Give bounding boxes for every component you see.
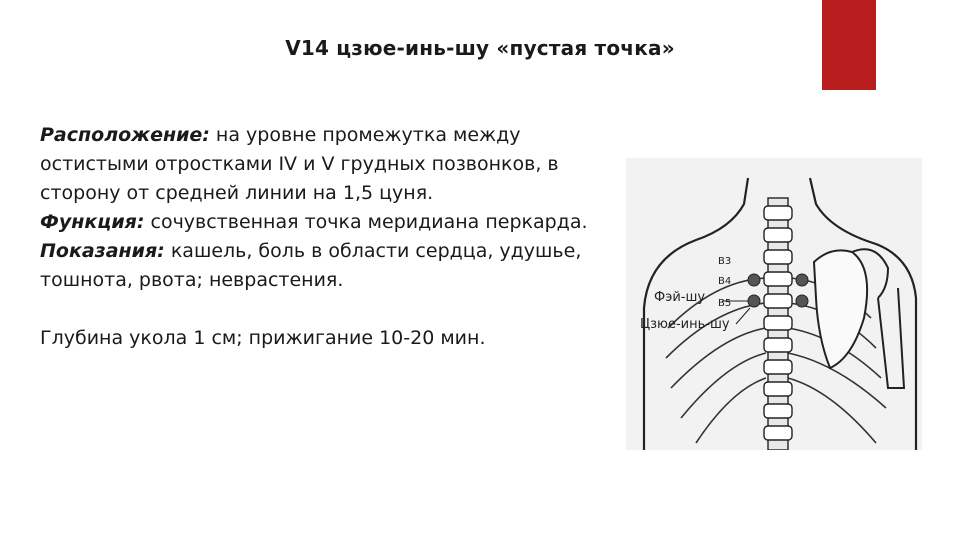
location-paragraph — [40, 121, 630, 208]
body-text — [40, 121, 630, 353]
slide-title: V14 цзюе-инь-шу «пустая точка» — [285, 36, 675, 60]
point-label-fei-shu: Фэй-шу — [654, 290, 706, 305]
vertebra-label-b5: B5 — [718, 298, 732, 309]
indications-label: Показания: — [40, 240, 165, 262]
vertebra-label-b3: B3 — [718, 256, 732, 267]
point-label-jue-yin-shu: Цзюе-инь-шу — [640, 317, 730, 332]
function-text: сочувственная точка меридиана перкарда. — [144, 211, 588, 233]
indications-text: кашель, боль в области сердца, удушье, тошнота, рвота; неврастения. — [40, 240, 582, 291]
function-paragraph — [40, 208, 630, 237]
location-label: Расположение: — [40, 124, 210, 146]
depth-paragraph: Глубина укола 1 см; прижигание 10-20 мин. — [40, 327, 486, 349]
spine-illustration — [626, 158, 922, 450]
anatomy-figure — [626, 158, 922, 450]
location-text: на уровне промежутка между остистыми отростками IV и V грудных позвонков, в сторону от средней линии на 1,5 цуня. — [40, 124, 559, 204]
indications-paragraph — [40, 237, 630, 295]
function-label: Функция: — [40, 211, 145, 233]
vertebra-label-b4: B4 — [718, 276, 732, 287]
